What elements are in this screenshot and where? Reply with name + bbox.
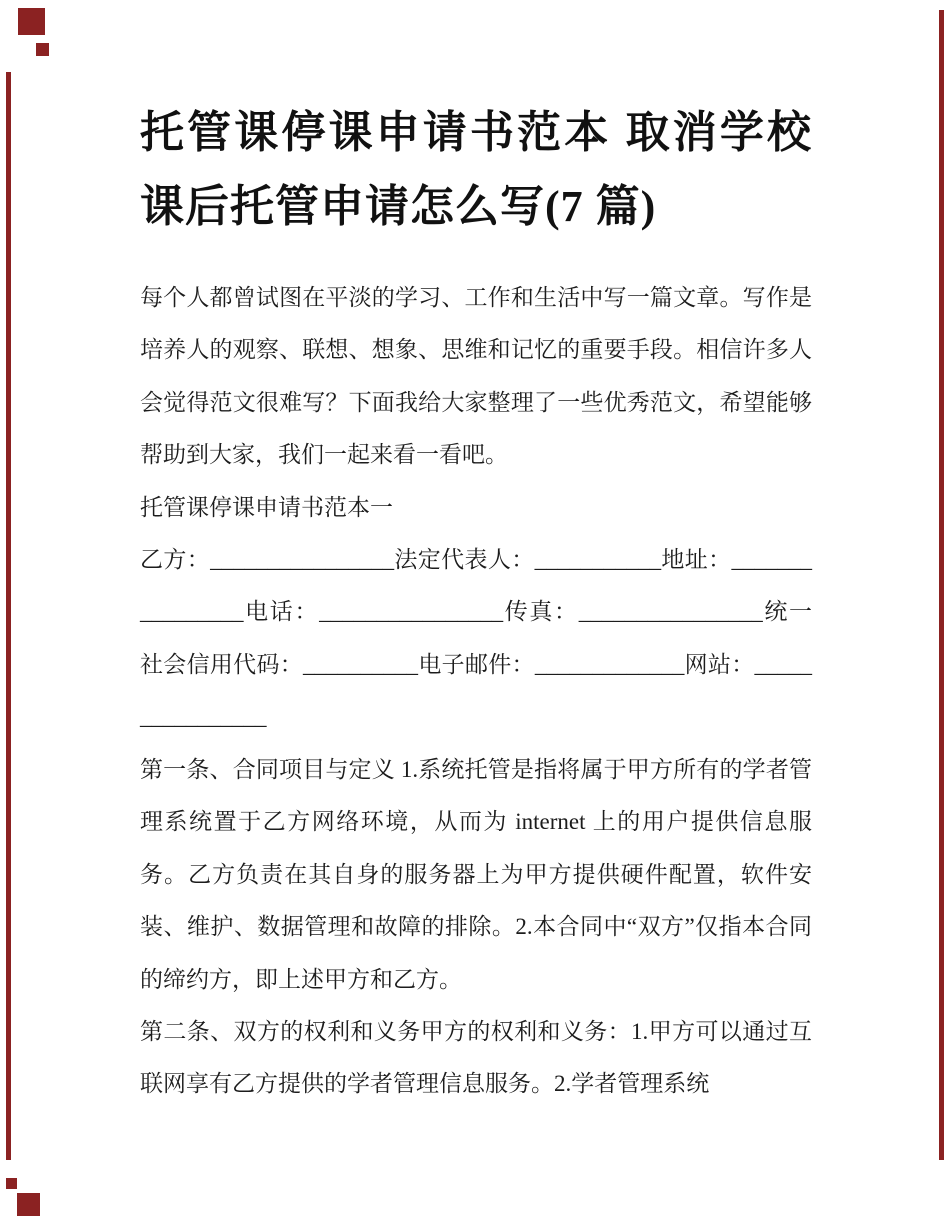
document-title: 托管课停课申请书范本 取消学校课后托管申请怎么写(7 篇)	[140, 108, 812, 231]
paragraph-clause-1: 第一条、合同项目与定义 1.系统托管是指将属于甲方所有的学者管理系统置于乙方网络环境，从而为 internet 上的用户提供信息服务。乙方负责在其自身的服务器上为甲方提供硬件配置，软件安装、维护、数据管理和故障的排除。2.本合同中“双方”仅指本合同的缔约方，即上述甲方和乙方。	[140, 756, 812, 992]
document-content	[140, 96, 812, 1111]
paragraph-clause-2: 第二条、双方的权利和义务甲方的权利和义务：1.甲方可以通过互联网享有乙方提供的学者管理信息服务。2.学者管理系统	[140, 1018, 812, 1097]
corner-ornament-top-left-small	[36, 43, 49, 56]
paragraph-section-heading: 托管课停课申请书范本一	[140, 494, 393, 520]
page-edge-line-left	[6, 72, 11, 1160]
page-edge-line-right	[939, 10, 944, 1160]
corner-ornament-top-left-large	[18, 8, 45, 35]
paragraph-form-blanks: 乙方：________________法定代表人：___________地址：________________电话：________________传真：________________统一社会信用代码：__________电子邮件：_____________网站：________________	[140, 547, 812, 730]
document-body	[140, 272, 812, 1111]
paragraph-intro: 每个人都曾试图在平淡的学习、工作和生活中写一篇文章。写作是培养人的观察、联想、想象、思维和记忆的重要手段。相信许多人会觉得范文很难写？下面我给大家整理了一些优秀范文，希望能够帮助到大家，我们一起来看一看吧。	[140, 284, 812, 468]
corner-ornament-bottom-left-large	[17, 1193, 40, 1216]
corner-ornament-bottom-left-small	[6, 1178, 17, 1189]
